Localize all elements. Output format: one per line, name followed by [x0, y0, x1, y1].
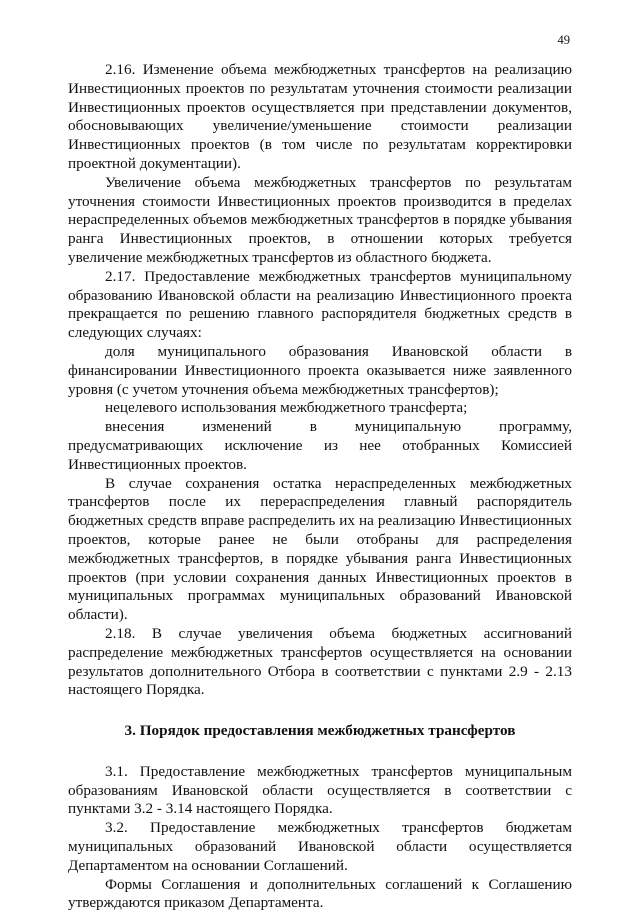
paragraph-3-2-forms: Формы Соглашения и дополнительных соглашений к Соглашению утверждаются приказом Департамента. — [68, 875, 572, 912]
paragraph-2-17-remainder: В случае сохранения остатка нераспределенных межбюджетных трансфертов после их перераспределения главный распорядитель бюджетных средств вправе распределить их на реализацию Инвестиционных проектов, которые ранее не были отобраны для распределения межбюджетных трансфертов, в порядке убывания ранга Инвестиционных проектов (при условии сохранения данных Инвестиционных проектов в муниципальных программах муниципальных образований Ивановской области). — [68, 474, 572, 624]
paragraph-2-18: 2.18. В случае увеличения объема бюджетных ассигнований распределение межбюджетных трансфертов осуществляется на основании результатов дополнительного Отбора в соответствии с пунктами 2.9 - 2.13 настоящего Порядка. — [68, 624, 572, 699]
paragraph-2-17-case-program-change: внесения изменений в муниципальную программу, предусматривающих исключение из нее отобранных Комиссией Инвестиционных проектов. — [68, 418, 572, 473]
section-3-heading: 3. Порядок предоставления межбюджетных трансфертов — [124, 722, 516, 740]
paragraph-2-17-case-misuse: нецелевого использования межбюджетного трансферта; — [105, 399, 468, 417]
paragraph-2-17-case-share: доля муниципального образования Ивановской области в финансировании Инвестиционного проекта оказывается ниже заявленного уровня (с учетом уточнения объема межбюджетных трансфертов); — [68, 342, 572, 398]
paragraph-3-1: 3.1. Предоставление межбюджетных трансфертов муниципальным образованиям Ивановской области осуществляется в соответствии с пунктами 3.2 - 3.14 настоящего Порядка. — [68, 762, 572, 818]
document-body — [68, 61, 572, 913]
paragraph-2-17: 2.17. Предоставление межбюджетных трансфертов муниципальному образованию Ивановской области на реализацию Инвестиционного проекта прекращается по решению главного распорядителя бюджетных средств в следующих случаях: — [68, 267, 572, 342]
paragraph-3-2: 3.2. Предоставление межбюджетных трансфертов бюджетам муниципальных образований Ивановской области осуществляется Департаментом на основании Соглашений. — [68, 819, 572, 874]
paragraph-2-16: 2.16. Изменение объема межбюджетных трансфертов на реализацию Инвестиционных проектов по результатам уточнения стоимости реализации Инвестиционных проектов осуществляется при представлении документов, обосновывающих увеличение/уменьшение стоимости реализации Инвестиционных проектов (в том числе по результатам корректировки проектной документации). — [68, 61, 572, 172]
page-number: 49 — [557, 33, 570, 47]
paragraph-2-16-increase: Увеличение объема межбюджетных трансфертов по результатам уточнения стоимости Инвестиционных проектов производится в пределах нераспределенных объемов межбюджетных трансфертов в порядке убывания ранга Инвестиционных проектов, в отношении которых требуется увеличение межбюджетных трансфертов из областного бюджета. — [68, 173, 572, 266]
